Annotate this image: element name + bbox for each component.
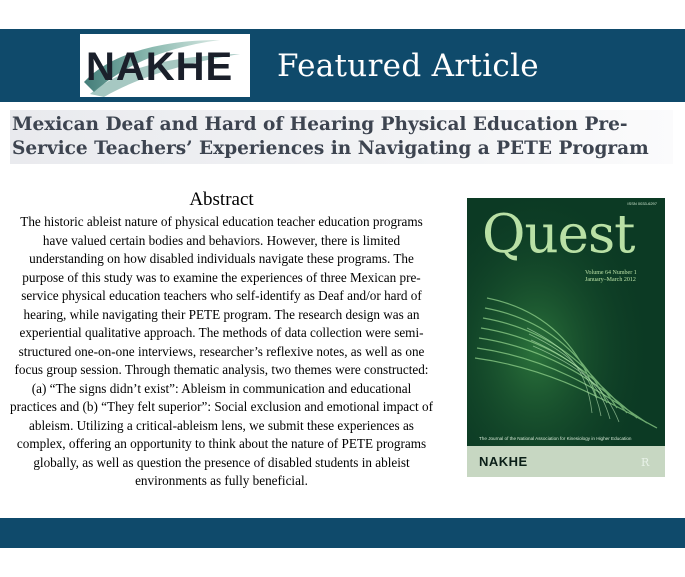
- cover-logo: NAKHE: [479, 454, 528, 469]
- logo-text: NAKHE: [86, 45, 234, 89]
- cover-journal-line: The Journal of the National Association for Kinesiology in Higher Education: [479, 436, 632, 441]
- journal-cover-image: [467, 198, 665, 477]
- cover-date: January–March 2012: [585, 277, 636, 283]
- abstract-heading: Abstract: [189, 189, 254, 210]
- cover-issn: ISSN 0033-6297: [627, 201, 657, 206]
- nakhe-logo: [80, 34, 250, 97]
- header-banner: [0, 29, 685, 102]
- cover-title: Quest: [482, 204, 635, 265]
- footer-bar: [0, 518, 685, 548]
- abstract-body: The historic ableist nature of physical education teacher education programs have valued certain bodies and behaviors. However, there is limited understanding on how disabled individuals navigate these programs. The purpose of this study was to examine the experiences of three Mexican pre-service physical education teachers who self-identify as Deaf and/or hard of hearing, while navigating their PETE program. The research design was an experiential qualitative approach. The methods of data collection were semi-structured one-on-one interviews, researcher’s reflexive notes, as well as one focus group session. Through thematic analysis, two themes were constructed: (a) “The signs didn’t exist”: Ableism in communication and educational practices and (b) “They felt superior”: Social exclusion and emotional impact of ableism. Utilizing a critical-ableism lens, we submit these experiences as complex, offering an opportunity to think about the nature of PETE programs globally, as well as question the presence of disabled students in ableist environments as fully beneficial.: [10, 214, 433, 488]
- banner-title: Featured Article: [277, 48, 539, 84]
- cover-volume-info: [585, 270, 665, 284]
- cover-volume: Volume 64 Number 1: [585, 270, 637, 276]
- article-title-bar: [10, 110, 673, 164]
- article-title: Mexican Deaf and Hard of Hearing Physical Education Pre-Service Teachers’ Experiences in Navigating a PETE Program: [12, 114, 649, 159]
- cover-publisher-mark: R: [641, 456, 650, 469]
